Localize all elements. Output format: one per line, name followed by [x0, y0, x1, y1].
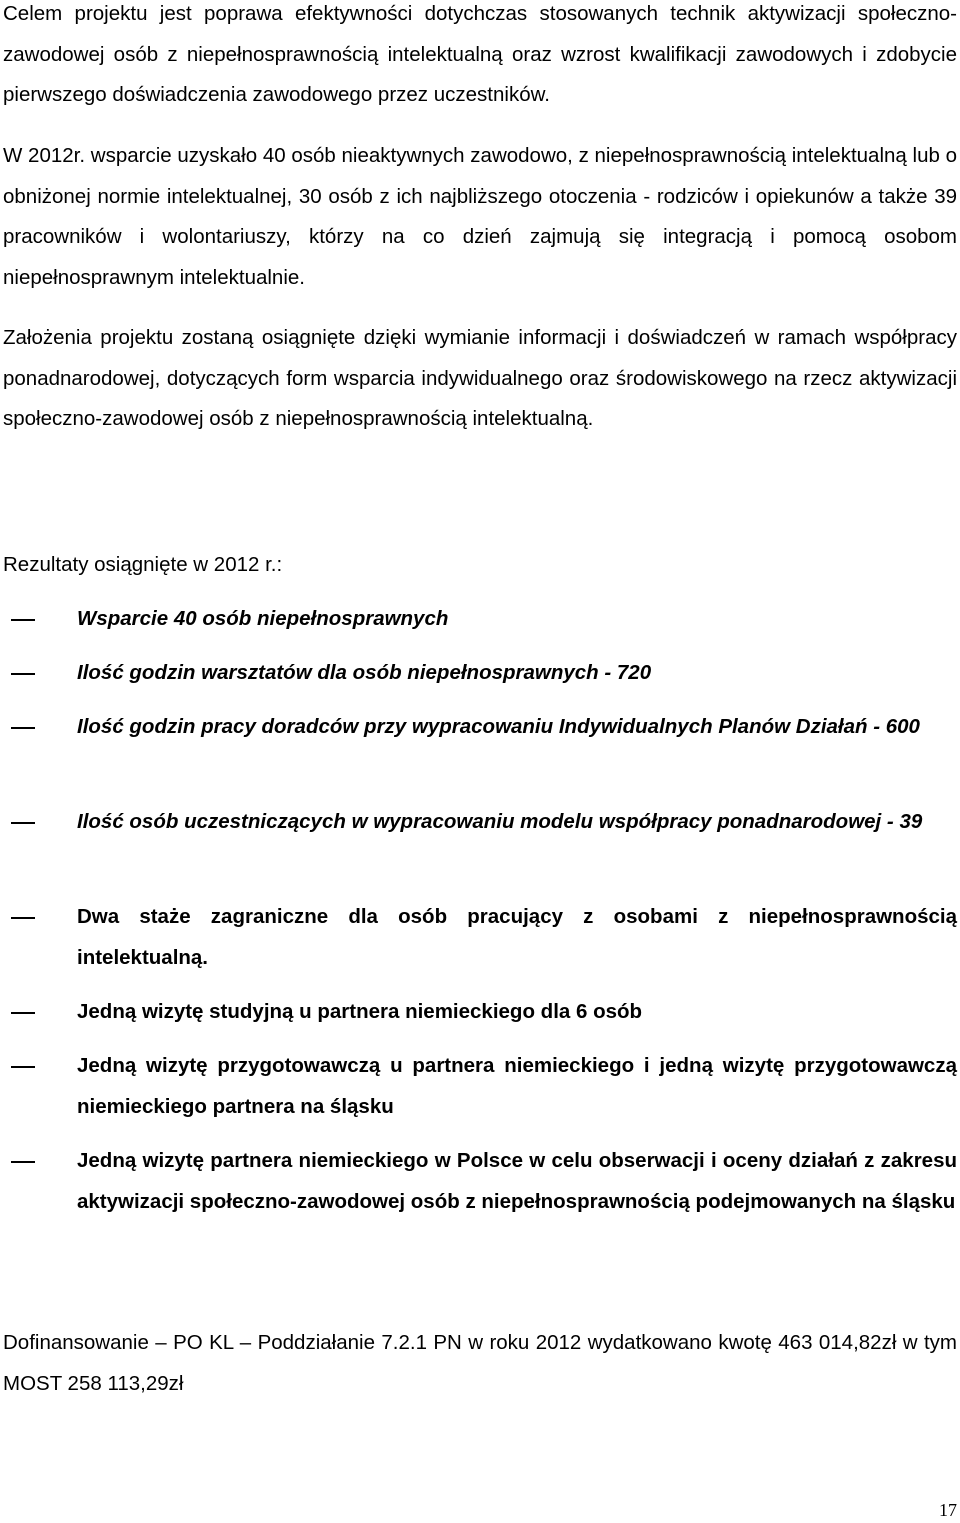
dash-bullet-icon	[11, 822, 35, 824]
results-heading: Rezultaty osiągnięte w 2012 r.:	[3, 553, 283, 576]
results-list	[0, 599, 960, 1276]
list-item-text: Jedną wizytę studyjną u partnera niemieckiego dla 6 osób	[77, 1000, 643, 1023]
list-item	[0, 599, 960, 653]
list-item-text: Jedną wizytę partnera niemieckiego w Polsce w celu obserwacji i oceny działań z zakresu aktywizacji społeczno-zawodowej osób z niepełnosprawnością podejmowanych na śląsku	[77, 1149, 957, 1213]
list-item-text: Ilość osób uczestniczących w wypracowaniu modelu współpracy ponadnarodowej - 39	[77, 810, 923, 833]
paragraph-project-goal: Celem projektu jest poprawa efektywności dotychczas stosowanych technik aktywizacji społeczno-zawodowej osób z niepełnosprawnością intelektualną oraz wzrost kwalifikacji zawodowych i zdobycie pierwszego doświadczenia zawodowego przez uczestników.	[3, 2, 957, 106]
list-item-text: Ilość godzin warsztatów dla osób niepełnosprawnych - 720	[77, 661, 652, 684]
page-number: 17	[939, 1500, 957, 1520]
dash-bullet-icon	[11, 619, 35, 621]
list-item	[0, 992, 960, 1046]
dash-bullet-icon	[11, 1012, 35, 1014]
list-item	[0, 653, 960, 707]
paragraph-project-assumptions: Założenia projektu zostaną osiągnięte dzięki wymianie informacji i doświadczeń w ramach współpracy ponadnarodowej, dotyczących form wsparcia indywidualnego oraz środowiskowego na rzecz aktywizacji społeczno-zawodowej osób z niepełnosprawnością intelektualną.	[3, 326, 957, 430]
list-item	[0, 1046, 960, 1141]
paragraph-funding: Dofinansowanie – PO KL – Poddziałanie 7.2.1 PN w roku 2012 wydatkowano kwotę 463 014,82zł w tym MOST 258 113,29zł	[3, 1331, 957, 1395]
dash-bullet-icon	[11, 727, 35, 729]
list-item-text: Wsparcie 40 osób niepełnosprawnych	[77, 607, 449, 630]
dash-bullet-icon	[11, 917, 35, 919]
list-item-text: Jedną wizytę przygotowawczą u partnera niemieckiego i jedną wizytę przygotowawczą niemieckiego partnera na śląsku	[77, 1054, 957, 1118]
list-item	[0, 707, 960, 802]
dash-bullet-icon	[11, 673, 35, 675]
dash-bullet-icon	[11, 1161, 35, 1163]
list-item	[0, 1141, 960, 1276]
list-item-text: Dwa staże zagraniczne dla osób pracujący z osobami z niepełnosprawnością intelektualną.	[77, 905, 957, 969]
list-item-text: Ilość godzin pracy doradców przy wypracowaniu Indywidualnych Planów Działań - 600	[77, 715, 920, 738]
list-item	[0, 802, 960, 897]
paragraph-support-2012: W 2012r. wsparcie uzyskało 40 osób nieaktywnych zawodowo, z niepełnosprawnością intelektualną lub o obniżonej normie intelektualnej, 30 osób z ich najbliższego otoczenia - rodziców i opiekunów a także 39 pracowników i wolontariuszy, którzy na co dzień zajmują się integracją i pomocą osobom niepełnosprawnym intelektualnie.	[3, 144, 957, 289]
dash-bullet-icon	[11, 1066, 35, 1068]
list-item	[0, 897, 960, 992]
